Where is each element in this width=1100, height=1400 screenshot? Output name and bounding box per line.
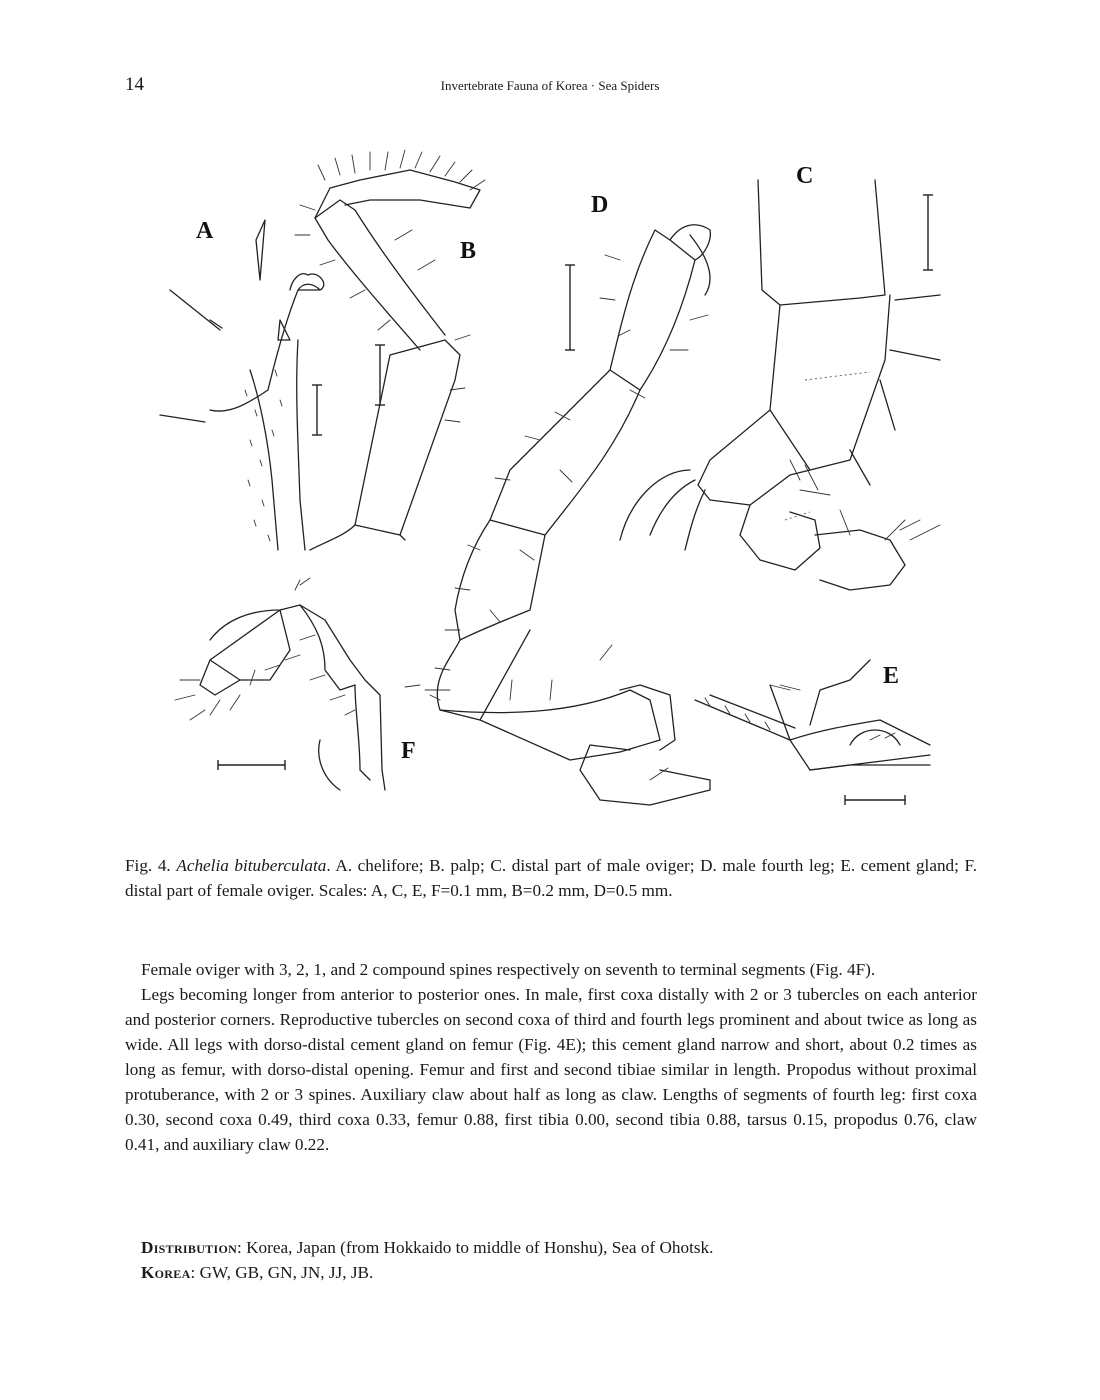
korea-label: Korea xyxy=(141,1263,191,1282)
distribution-label: Distribution xyxy=(141,1238,238,1257)
body-paragraph: Female oviger with 3, 2, 1, and 2 compound spines respectively on seventh to terminal segments (Fig. 4F). xyxy=(141,960,876,979)
caption-prefix: Fig. 4. xyxy=(125,856,171,875)
distribution-line xyxy=(141,1235,971,1260)
distribution-block xyxy=(141,1235,971,1285)
panel-label-c: C xyxy=(796,163,814,189)
figure-4-plate xyxy=(150,140,960,830)
panel-d-fourth-leg-drawing xyxy=(405,225,710,805)
page-number: 14 xyxy=(125,74,144,95)
panel-label-b: B xyxy=(460,238,477,264)
panel-a-chelifore-drawing xyxy=(160,220,324,550)
panel-b-palp-drawing xyxy=(295,150,485,550)
caption-text: . A. chelifore; B. palp; C. distal part of male oviger; D. male fourth leg; E. cement gland; F. distal part of female oviger. Scales: A, C, E, F=0.1 mm, B=0.2 mm, D=0.5 mm. xyxy=(125,856,978,900)
figure-illustration xyxy=(150,140,960,830)
korea-line xyxy=(141,1260,971,1285)
caption-species: Achelia bituberculata xyxy=(176,856,327,875)
panel-f-female-oviger-drawing xyxy=(175,578,385,790)
body-paragraph: Legs becoming longer from anterior to posterior ones. In male, first coxa distally with 2 or 3 tubercles on each anterior and posterior corners. Reproductive tubercles on second coxa of third and fourth legs prominent and about twice as long as wide. All legs with dorso-distal cement gland on femur (Fig. 4E); this cement gland narrow and short, about 0.2 times as long as femur, with dorso-distal opening. Femur and first and second tibiae similar in length. Propodus without proximal protuberance, with 2 or 3 spines. Auxiliary claw about half as long as claw. Lengths of segments of fourth leg: first coxa 0.30, second coxa 0.49, third coxa 0.33, femur 0.88, first tibia 0.00, second tibia 0.88, tarsus 0.15, propodus 0.76, claw 0.41, and auxiliary claw 0.22. xyxy=(125,985,977,1154)
panel-label-f: F xyxy=(401,738,416,764)
figure-caption xyxy=(125,853,977,903)
korea-text: : GW, GB, GN, JN, JJ, JB. xyxy=(190,1263,374,1282)
running-title: Invertebrate Fauna of Korea · Sea Spiders xyxy=(440,78,660,93)
panel-label-a: A xyxy=(196,218,214,244)
body-text xyxy=(125,957,977,1157)
panel-label-d: D xyxy=(591,192,609,218)
panel-label-e: E xyxy=(883,663,900,689)
panel-c-male-oviger-drawing xyxy=(620,180,940,590)
distribution-text: : Korea, Japan (from Hokkaido to middle of Honshu), Sea of Ohotsk. xyxy=(237,1238,714,1257)
